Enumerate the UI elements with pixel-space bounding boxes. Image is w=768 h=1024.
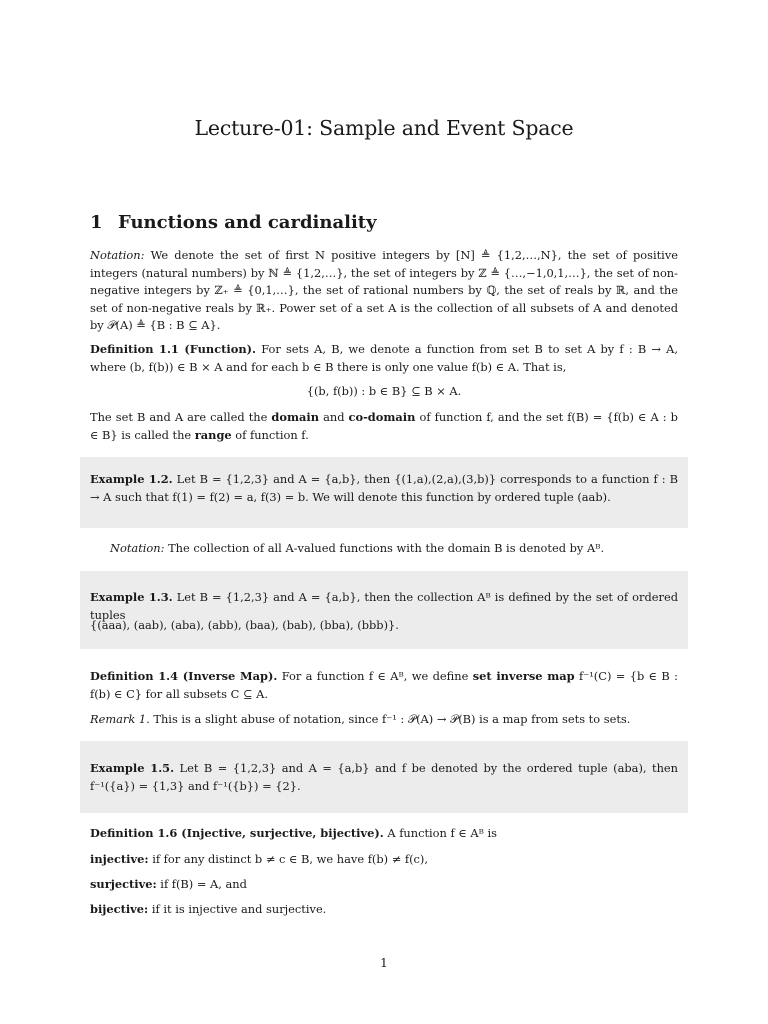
set-inverse-map-term: set inverse map	[472, 669, 575, 683]
example-1-2-box	[80, 457, 688, 528]
domain-text-3: of function f, and the set f(B) = {f(b) ∈ A : b ∈ B} is called the	[90, 410, 678, 442]
domain-text-2: and	[319, 410, 349, 424]
example-1-5	[90, 760, 678, 795]
domain-term: domain	[271, 410, 320, 424]
example-1-5-lead: Example 1.5.	[90, 761, 175, 775]
definition-1-4-lead: Definition 1.4 (Inverse Map).	[90, 669, 278, 683]
property-text: if for any distinct b ≠ c ∈ B, we have f(b) ≠ f(c),	[152, 852, 428, 866]
example-1-3-text: Let B = {1,2,3} and A = {a,b}, then the collection Aᴮ is defined by the set of ordered tuples	[90, 590, 678, 622]
example-1-2	[90, 471, 678, 506]
definition-1-1-display: {(b, f(b)) : b ∈ B} ⊆ B × A.	[306, 384, 462, 398]
section-heading	[90, 212, 377, 233]
property-text: if it is injective and surjective.	[151, 902, 327, 916]
codomain-term: co-domain	[348, 410, 416, 424]
page-number: 1	[380, 956, 388, 970]
example-1-2-lead: Example 1.2.	[90, 472, 173, 486]
notation-lead: Notation:	[90, 248, 145, 262]
example-1-5-text: Let B = {1,2,3} and A = {a,b} and f be denoted by the ordered tuple (aba), then f⁻¹({a}) = {1,3} and f⁻¹({b}) = {2}.	[90, 761, 678, 793]
example-1-3-display: {(aaa), (aab), (aba), (abb), (baa), (bab), (bba), (bbb)}.	[90, 618, 399, 632]
definition-1-1-lead: Definition 1.1 (Function).	[90, 342, 256, 356]
remark-1-lead: Remark 1.	[90, 712, 150, 726]
domain-text-4: of function f.	[231, 427, 309, 442]
section-number: 1	[90, 212, 103, 233]
property-injective	[90, 851, 678, 869]
remark-1-text: This is a slight abuse of notation, since f⁻¹ : 𝒫(A) → 𝒫(B) is a map from sets to sets.	[153, 712, 631, 726]
definition-1-4-text-1: For a function f ∈ Aᴮ, we define	[281, 669, 473, 683]
notation-2-lead: Notation:	[110, 541, 165, 555]
notation-2-paragraph	[90, 540, 678, 558]
property-text: if f(B) = A, and	[160, 877, 247, 891]
domain-paragraph	[90, 409, 678, 444]
definition-1-4-text-2: f⁻¹(C) = {b ∈ B : f(b) ∈ C} for all subsets C ⊆ A.	[90, 669, 678, 701]
example-1-3-box	[80, 571, 688, 649]
definition-1-4	[90, 668, 678, 703]
definition-1-1-text: For sets A, B, we denote a function from set B to set A by f : B → A, where (b, f(b)) ∈ B × A and for each b ∈ B there is only one value f(b) ∈ A. That is,	[90, 342, 679, 374]
property-term: surjective:	[90, 877, 157, 891]
definition-1-6-lead: Definition 1.6 (Injective, surjective, bijective).	[90, 826, 384, 840]
example-1-3-lead: Example 1.3.	[90, 590, 173, 604]
property-term: injective:	[90, 852, 149, 866]
example-1-5-box	[80, 741, 688, 813]
property-bijective	[90, 901, 678, 919]
notation-paragraph	[90, 247, 678, 335]
range-term: range	[194, 427, 232, 442]
notation-2-text: The collection of all A-valued functions with the domain B is denoted by Aᴮ.	[168, 541, 605, 555]
section-title: Functions and cardinality	[118, 212, 377, 233]
lecture-title: Lecture-01: Sample and Event Space	[194, 116, 574, 140]
definition-1-1	[90, 341, 678, 376]
domain-text-1: The set B and A are called the	[90, 410, 272, 424]
notation-text: We denote the set of first N positive integers by [N] ≜ {1,2,…,N}, the set of positive integers (natural numbers) by ℕ ≜ {1,2,…}, the set of integers by ℤ ≜ {…,−1,0,1,…}, the set of non-negative integers by ℤ₊ ≜ {0,1,…}, the set of rational numbers by ℚ, the set of reals by ℝ, and the set of non-negative reals by ℝ₊. Power set of a set A is the collection of all subsets of A and denoted by 𝒫(A) ≜ {B : B ⊆ A}.	[90, 248, 678, 333]
remark-1	[90, 711, 678, 729]
definition-1-6	[90, 825, 678, 843]
property-surjective	[90, 876, 678, 894]
example-1-2-text: Let B = {1,2,3} and A = {a,b}, then {(1,a),(2,a),(3,b)} corresponds to a function f : B → A such that f(1) = f(2) = a, f(3) = b. We will denote this function by ordered tuple (aab).	[90, 472, 679, 504]
property-term: bijective:	[90, 902, 149, 916]
definition-1-6-text: A function f ∈ Aᴮ is	[387, 826, 497, 840]
